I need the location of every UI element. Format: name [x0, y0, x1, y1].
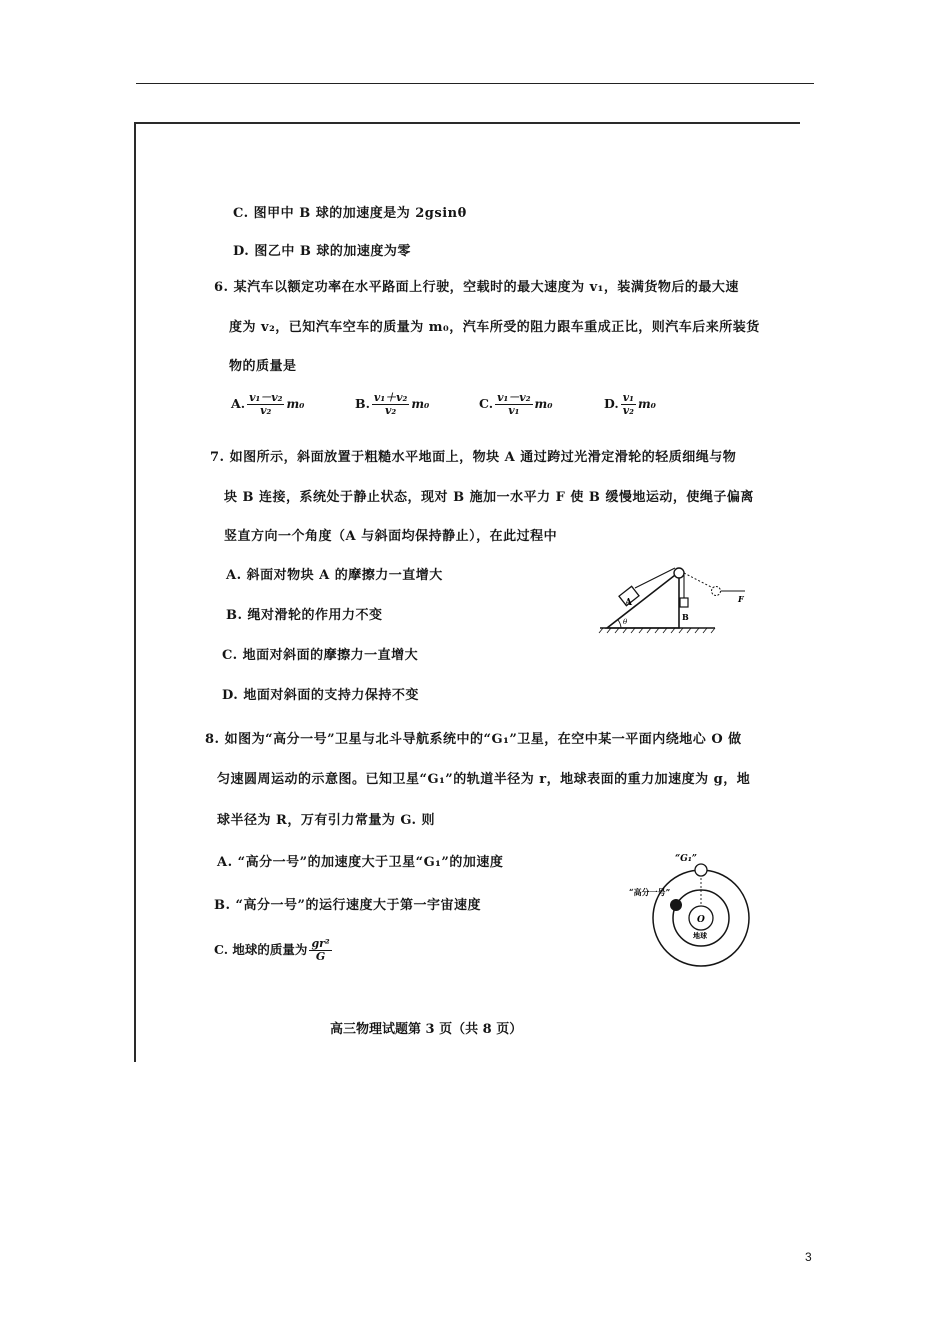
q6-stem-line1: 6. 某汽车以额定功率在水平路面上行驶，空载时的最大速度为 v₁，装满货物后的最大速	[214, 280, 739, 295]
q7-stem-line1: 7. 如图所示，斜面放置于粗糙水平地面上，物块 A 通过跨过光滑定滑轮的轻质细绳与物	[210, 450, 737, 465]
gaofen-satellite	[670, 899, 682, 911]
q8-stem-line3: 球半径为 R，万有引力常量为 G. 则	[217, 813, 436, 828]
q6-option-d: D. $\frac{\text{v₁}}{\text{v₂}}$ m₀	[604, 391, 656, 417]
fraction: $\frac{\text{v₁－v₂}}{\text{v₁}}$	[497, 391, 531, 417]
block-b-displaced	[712, 587, 721, 596]
q6-stem-line3: 物的质量是	[229, 359, 297, 374]
fraction: $\frac{\text{v₁－v₂}}{\text{v₂}}$	[249, 391, 283, 417]
q7-incline-figure	[595, 560, 755, 640]
q7-option-d: D. 地面对斜面的支持力保持不变	[222, 688, 419, 703]
pulley	[674, 568, 684, 578]
label-a: A	[625, 598, 632, 608]
header-rule	[136, 83, 814, 84]
q5-option-d: D. 图乙中 B 球的加速度为零	[233, 244, 411, 259]
scan-border-top	[134, 122, 800, 124]
page-number: 3	[805, 1250, 812, 1264]
option-letter: C.	[479, 396, 494, 411]
rope-deflected	[684, 573, 713, 588]
incline-wedge	[607, 572, 679, 628]
q7-option-b: B. 绳对滑轮的作用力不变	[226, 608, 383, 623]
label-g1: “G₁”	[675, 854, 697, 864]
option-letter: B.	[355, 396, 370, 411]
option-letter: A.	[231, 396, 246, 411]
q7-option-a: A. 斜面对物块 A 的摩擦力一直增大	[226, 568, 443, 583]
theta-arc	[618, 620, 621, 628]
q8-stem-line2: 匀速圆周运动的示意图。已知卫星“G₁”的轨道半径为 r，地球表面的重力加速度为 g，地	[217, 772, 751, 787]
label-gaofen: “高分一号”	[629, 887, 671, 897]
q7-stem-line2: 块 B 连接，系统处于静止状态，现对 B 施加一水平力 F 使 B 缓慢地运动，使绳子偏离	[224, 490, 754, 505]
label-theta: θ	[623, 618, 628, 626]
option-c-text: C. 地球的质量为	[214, 942, 308, 957]
label-o: O	[697, 915, 705, 925]
block-b	[680, 598, 688, 607]
q8-stem-line1: 8. 如图为“高分一号”卫星与北斗导航系统中的“G₁”卫星，在空中某一平面内绕地心 O 做	[205, 732, 742, 747]
q6-option-a: A. $\frac{\text{v₁－v₂}}{\text{v₂}}$ m₀	[231, 391, 305, 417]
q8-option-c	[214, 938, 334, 963]
label-b: B	[682, 612, 689, 622]
q6-stem-line2: 度为 v₂，已知汽车空车的质量为 m₀，汽车所受的阻力跟车重成正比，则汽车后来所装货	[229, 320, 760, 335]
page-footer: 高三物理试题第 3 页（共 8 页）	[330, 1022, 523, 1037]
q8-orbit-figure	[615, 845, 760, 973]
label-f: F	[738, 594, 744, 604]
fraction: $\frac{\text{v₁＋v₂}}{\text{v₂}}$	[373, 391, 408, 417]
option-letter: D.	[604, 396, 619, 411]
fraction: $\frac{\text{gr²}}{G}$	[311, 937, 330, 963]
q8-option-a: A. “高分一号”的加速度大于卫星“G₁”的加速度	[217, 855, 504, 870]
q7-option-c: C. 地面对斜面的摩擦力一直增大	[222, 648, 419, 663]
fraction: $\frac{\text{v₁}}{\text{v₂}}$	[622, 391, 634, 417]
label-earth: 地球	[693, 931, 707, 940]
q7-stem-line3: 竖直方向一个角度（A 与斜面均保持静止），在此过程中	[224, 529, 558, 544]
q6-option-c: C. $\frac{\text{v₁－v₂}}{\text{v₁}}$ m₀	[479, 391, 553, 417]
scan-border-left	[134, 122, 136, 1062]
q8-option-b: B. “高分一号”的运行速度大于第一宇宙速度	[214, 898, 481, 913]
q6-option-b: B. $\frac{\text{v₁＋v₂}}{\text{v₂}}$ m₀	[355, 391, 430, 417]
q5-option-c: C. 图甲中 B 球的加速度是为 2gsinθ	[233, 206, 467, 221]
rope-incline	[635, 568, 675, 588]
g1-satellite	[695, 864, 707, 876]
